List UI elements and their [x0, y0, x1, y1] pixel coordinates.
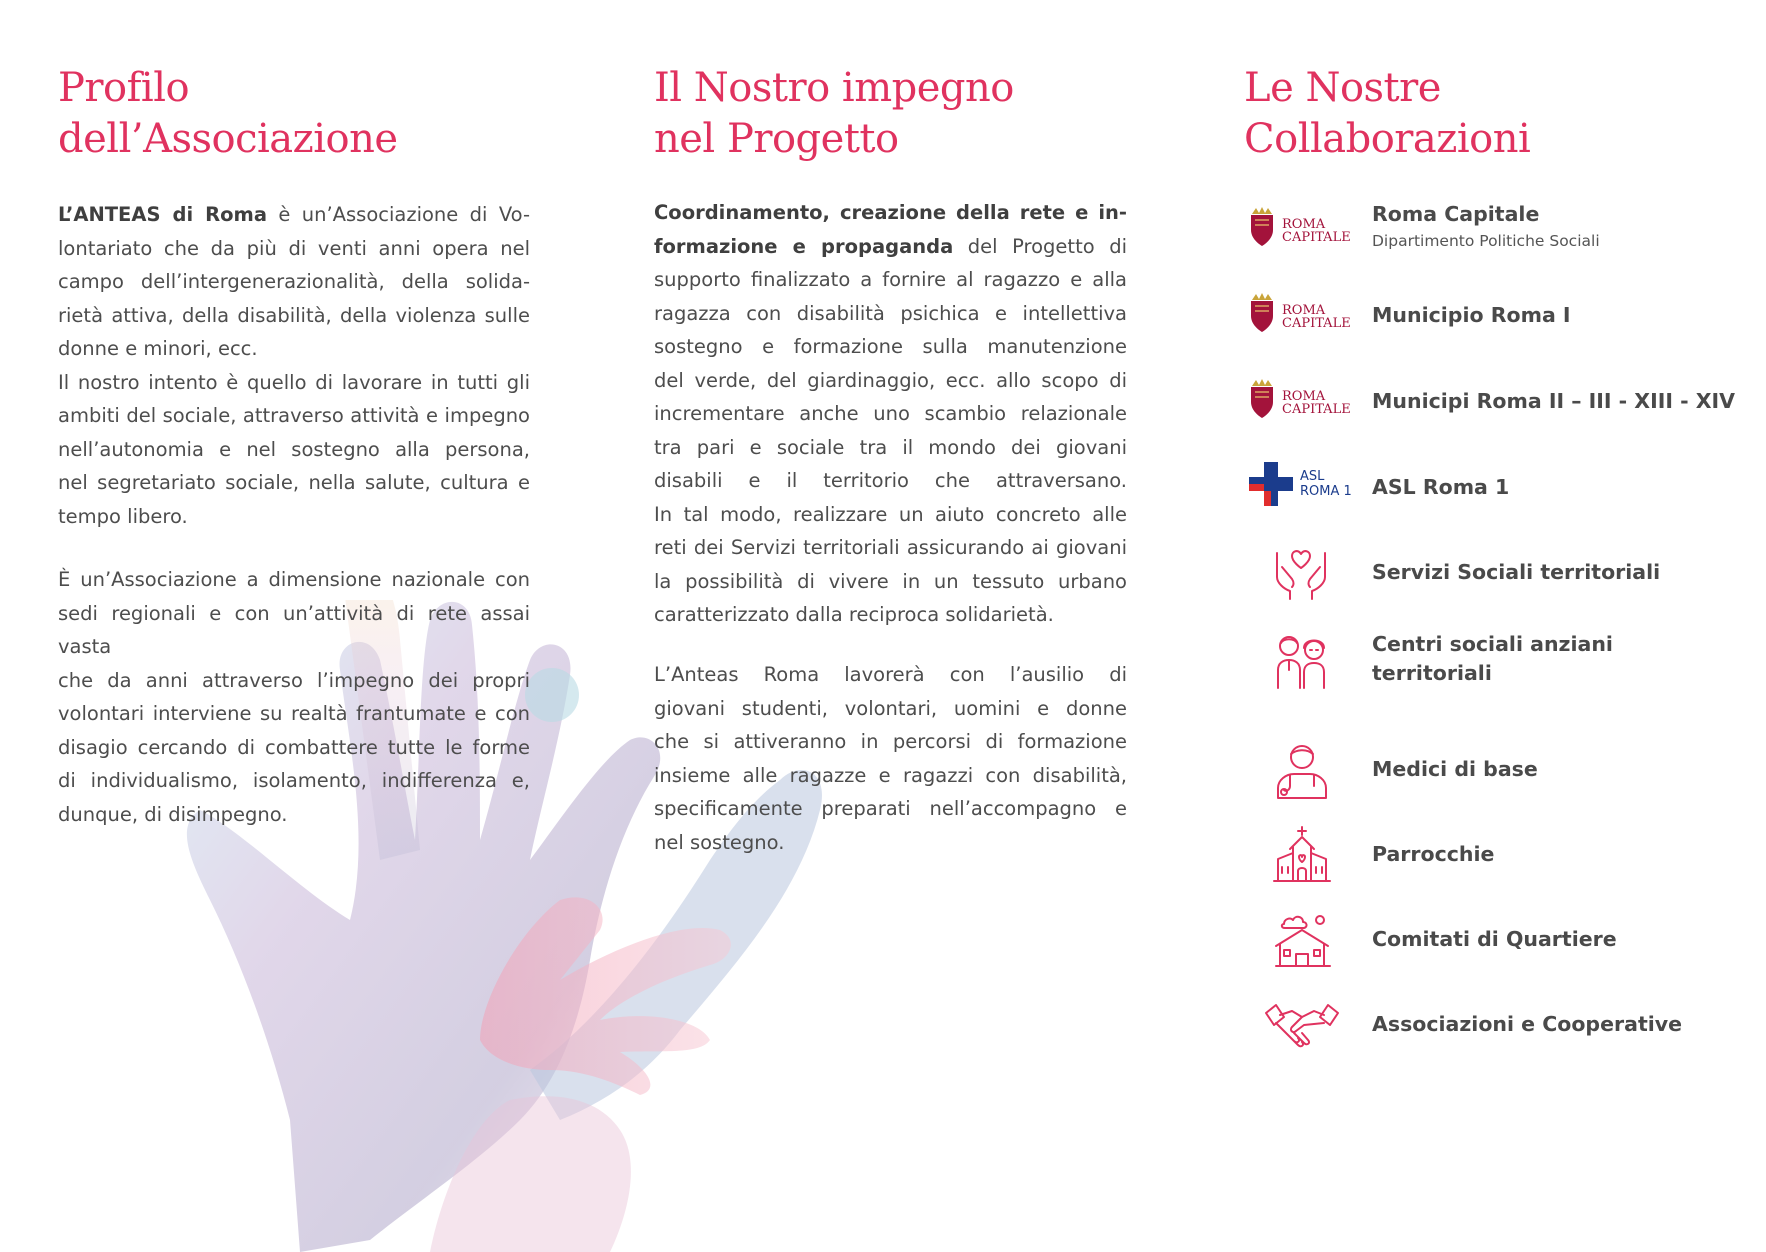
- collaboration-name: Parrocchie: [1372, 842, 1495, 866]
- commitment-heading-line2: nel Progetto: [654, 116, 899, 162]
- text-line: nell’autonomia e nel sostegno alla persona,: [58, 437, 530, 461]
- text-line: campo dell’intergenerazionalità, della solida-: [58, 270, 530, 293]
- text-line: tempo libero.: [58, 504, 188, 528]
- collaboration-name: Medici di base: [1372, 757, 1538, 781]
- collaboration-item: [1244, 740, 1764, 800]
- commitment-line: [654, 230, 1127, 264]
- commitment-rest-2: del Progetto di: [953, 234, 1128, 258]
- handshake-icon: [1244, 995, 1364, 1055]
- text-line: nel sostegno.: [654, 830, 785, 854]
- text-line: tra pari e sociale tra il mondo dei giovani: [654, 435, 1127, 459]
- collaboration-name: ASL Roma 1: [1372, 475, 1510, 499]
- neighborhood-house-icon: [1244, 910, 1364, 970]
- collaboration-name: Municipio Roma I: [1372, 303, 1571, 327]
- profile-paragraph-1: [58, 198, 530, 533]
- text-line: In tal modo, realizzare un aiuto concreto alle: [654, 502, 1127, 526]
- collaboration-item: [1244, 825, 1764, 885]
- collaboration-name: Municipi Roma II – III - XIII - XIV: [1372, 389, 1736, 413]
- collaboration-name: Servizi Sociali territoriali: [1372, 560, 1661, 584]
- text-line: di individualismo, isolamento, indifferenza e,: [58, 769, 530, 792]
- bold-text: L’ANTEAS di Roma: [58, 203, 267, 226]
- text-span: è un’Associazione di Vo-: [267, 203, 530, 226]
- collaboration-name: Associazioni e Cooperative: [1372, 1012, 1683, 1036]
- elderly-couple-icon: [1244, 630, 1364, 690]
- text-line: ragazza con disabilità psichica e intellettiva: [654, 301, 1127, 325]
- text-line: disabili e il territorio che attraversano.: [654, 469, 1127, 492]
- collaboration-item: [1244, 286, 1764, 346]
- roma-capitale-logo: [1244, 372, 1364, 432]
- text-line: che si attiveranno in percorsi di formazione: [654, 730, 1127, 753]
- collaboration-item: [1244, 458, 1764, 518]
- roma-capitale-logo: [1244, 286, 1364, 346]
- collaborations-heading-line2: Collaborazioni: [1244, 116, 1531, 162]
- asl-roma1-logo: [1244, 458, 1364, 518]
- text-line: giovani studenti, volontari, uomini e donne: [654, 696, 1127, 720]
- text-line: reti dei Servizi territoriali assicurando ai giovani: [654, 536, 1127, 559]
- collaboration-item: [1244, 630, 1764, 690]
- logo-text: ROMA 1: [1300, 484, 1352, 499]
- logo-text: CAPITALE: [1282, 230, 1351, 245]
- collaboration-name-line1: Centri sociali anziani: [1372, 632, 1613, 656]
- collaboration-name: Roma Capitale: [1372, 202, 1540, 226]
- hands-heart-icon: [1244, 543, 1364, 603]
- commitment-heading: [654, 63, 1014, 165]
- commitment-bold-2: formazione e propaganda: [654, 234, 954, 258]
- commitment-paragraph-1: [654, 196, 1127, 632]
- doctor-icon: [1244, 740, 1364, 800]
- text-line: che da anni attraverso l’impegno dei propri: [58, 668, 530, 692]
- roma-capitale-logo: [1244, 200, 1364, 260]
- hands-heart-icon: [1244, 543, 1364, 603]
- collaboration-name: Comitati di Quartiere: [1372, 927, 1617, 951]
- text-line: Il nostro intento è quello di lavorare in tutti gli: [58, 370, 530, 394]
- logo-text: ROMA: [1282, 303, 1326, 318]
- collaboration-subtitle: Dipartimento Politiche Sociali: [1372, 232, 1600, 250]
- text-line: lontariato che da più di venti anni opera nel: [58, 236, 530, 260]
- commitment-line: [654, 196, 1127, 230]
- text-line: dunque, di disimpegno.: [58, 802, 288, 826]
- profile-heading-line2: dell’Associazione: [58, 116, 398, 162]
- logo-text: CAPITALE: [1282, 316, 1351, 331]
- text-line: nel segretariato sociale, nella salute, cultura e: [58, 471, 530, 494]
- text-line: incrementare anche uno scambio relazionale: [654, 402, 1127, 425]
- logo-text: ROMA: [1282, 217, 1326, 232]
- text-line: la possibilità di vivere in un tessuto urbano: [654, 569, 1127, 593]
- profile-heading-line1: Profilo: [58, 65, 190, 111]
- collaboration-item: [1244, 543, 1764, 603]
- handshake-icon: [1244, 995, 1364, 1055]
- logo-text: ROMA: [1282, 389, 1326, 404]
- text-line: [58, 198, 530, 232]
- text-line: ambiti del sociale, attraverso attività e impegno: [58, 404, 530, 427]
- elderly-couple-icon: [1244, 630, 1364, 690]
- roma-capitale-logo: [1244, 372, 1364, 432]
- collaboration-item: [1244, 372, 1764, 432]
- logo-text: CAPITALE: [1282, 402, 1351, 417]
- neighborhood-house-icon: [1244, 910, 1364, 970]
- text-line: donne e minori, ecc.: [58, 337, 258, 360]
- text-line: sedi regionali e con un’attività di rete assai vasta: [58, 601, 530, 658]
- text-line: caratterizzato dalla reciproca solidarietà.: [654, 603, 1054, 626]
- church-icon: [1244, 825, 1364, 885]
- text-line: sostegno e formazione sulla manutenzione: [654, 335, 1127, 358]
- church-icon: [1244, 825, 1364, 885]
- collaboration-name: [1372, 630, 1613, 688]
- collaborations-list: [1244, 0, 1764, 1252]
- text-line: insieme alle ragazze e ragazzi con disabilità,: [654, 763, 1127, 787]
- commitment-paragraph-2: [654, 658, 1127, 859]
- text-line: È un’Associazione a dimensione nazionale con: [58, 568, 530, 591]
- text-line: L’Anteas Roma lavorerà con l’ausilio di: [654, 663, 1127, 686]
- text-line: rietà attiva, della disabilità, della violenza sulle: [58, 303, 530, 327]
- commitment-heading-line1: Il Nostro impegno: [654, 65, 1014, 111]
- profile-heading: [58, 63, 398, 165]
- text-line: volontari interviene su realtà frantumate e con: [58, 702, 530, 725]
- commitment-bold-1: Coordinamento, creazione della rete e in-: [654, 201, 1127, 224]
- collaboration-name-line2: territoriali: [1372, 661, 1492, 685]
- text-line: specificamente preparati nell’accompagno e: [654, 797, 1127, 820]
- asl-roma1-logo: [1244, 458, 1364, 518]
- profile-paragraph-2: [58, 563, 530, 831]
- collaboration-item: [1244, 910, 1764, 970]
- text-line: supporto finalizzato a fornire al ragazzo e alla: [654, 268, 1127, 291]
- text-line: disagio cercando di combattere tutte le forme: [58, 735, 530, 759]
- collaboration-item: [1244, 200, 1764, 260]
- roma-capitale-logo: [1244, 286, 1364, 346]
- text-line: del verde, del giardinaggio, ecc. allo scopo di: [654, 368, 1127, 392]
- collaboration-item: [1244, 995, 1764, 1055]
- logo-text: ASL: [1300, 469, 1325, 484]
- doctor-icon: [1244, 740, 1364, 800]
- collaborations-heading-line1: Le Nostre: [1244, 65, 1441, 111]
- roma-capitale-logo: [1244, 200, 1364, 260]
